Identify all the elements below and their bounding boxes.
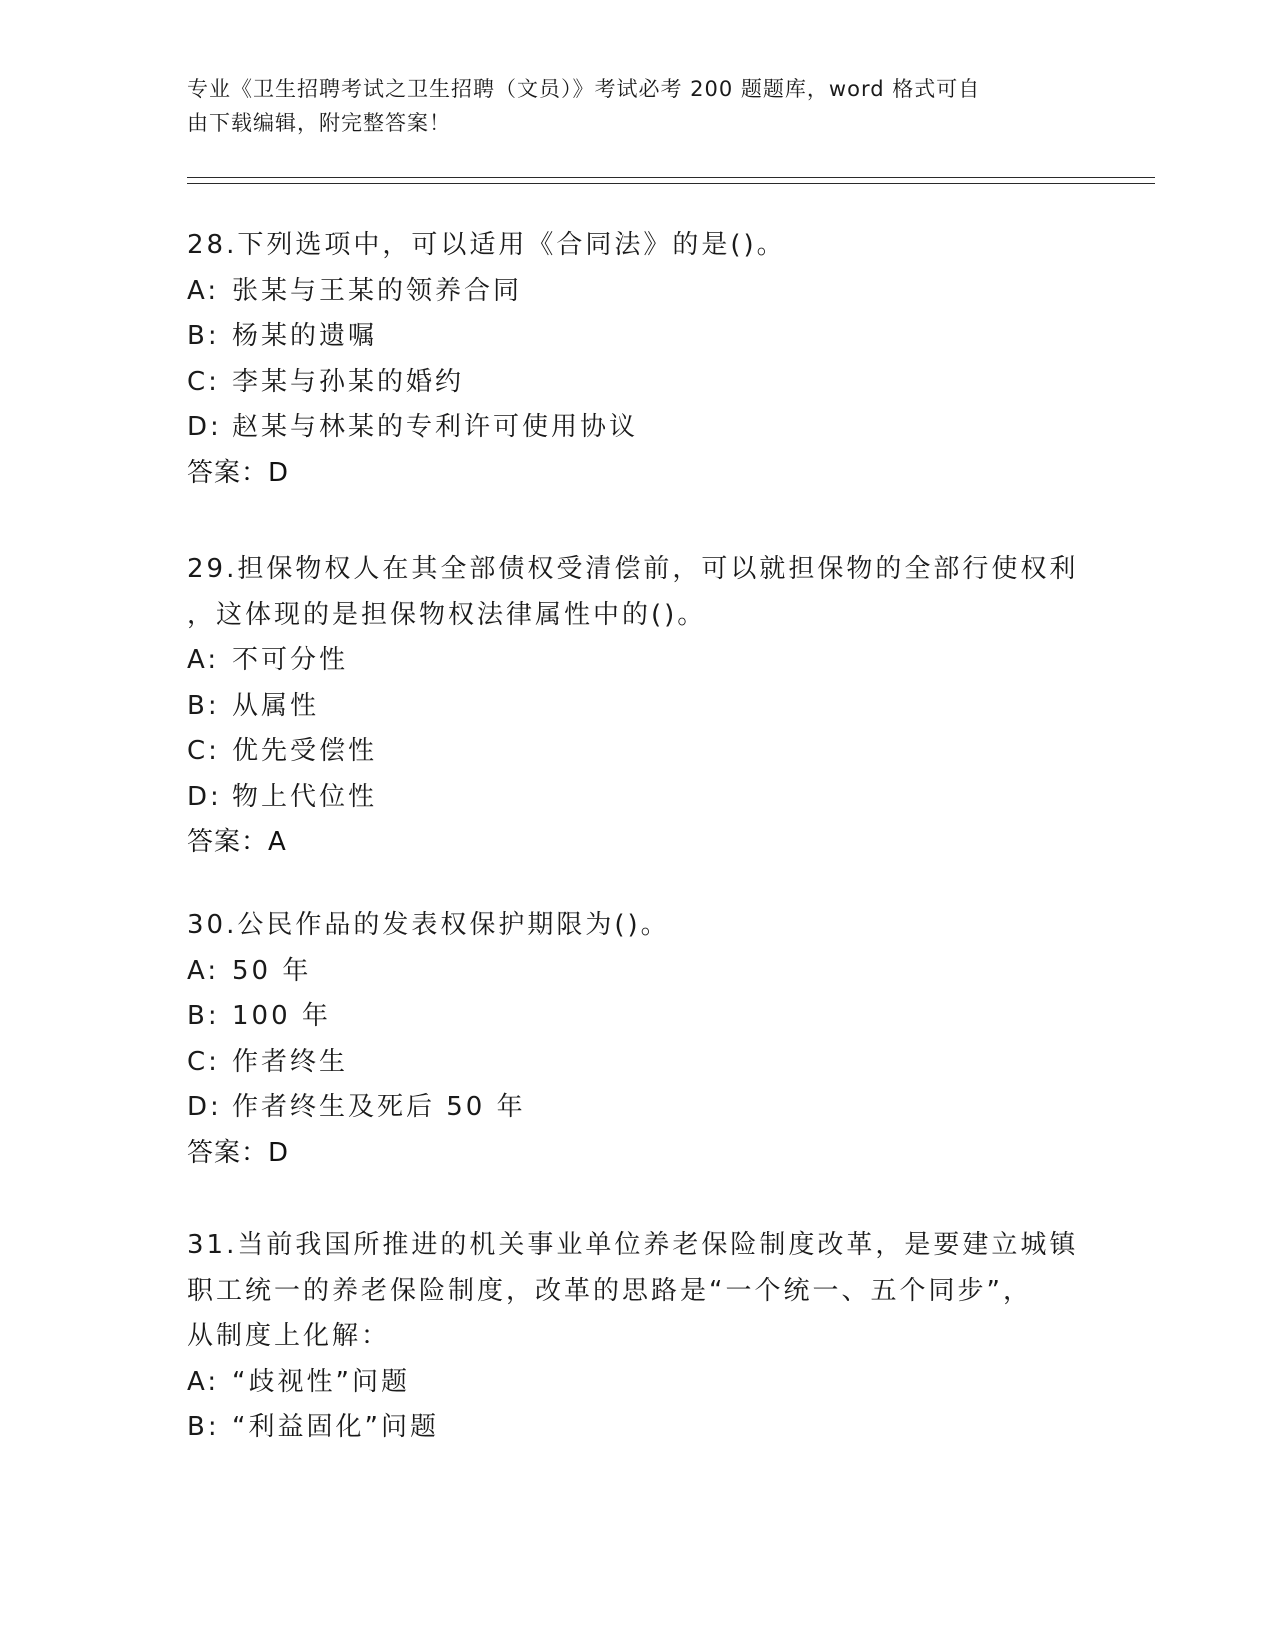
option-d xyxy=(187,405,1087,451)
option-text: 50 年 xyxy=(232,955,312,986)
question-stem-line-1: 29.担保物权人在其全部债权受清偿前，可以就担保物的全部行使权利 xyxy=(187,554,1079,584)
option-a xyxy=(187,949,1087,995)
header-note xyxy=(187,72,1067,140)
question-29 xyxy=(187,547,1087,866)
header-double-rule xyxy=(187,177,1155,184)
option-text: 作者终生及死后 50 年 xyxy=(232,1092,526,1122)
option-key: A: xyxy=(187,955,220,986)
option-text: “利益固化”问题 xyxy=(232,1412,439,1442)
option-text: 杨某的遗嘱 xyxy=(232,321,378,351)
option-key: B: xyxy=(187,1412,220,1442)
header-line-1: 专业《卫生招聘考试之卫生招聘（文员）》考试必考 200 题题库，word 格式可自 xyxy=(187,77,981,101)
option-key: D: xyxy=(187,1092,222,1122)
option-key: A: xyxy=(187,645,220,675)
option-b xyxy=(187,684,1087,730)
option-text: 赵某与林某的专利许可使用协议 xyxy=(232,412,639,442)
option-key: A: xyxy=(187,1366,220,1397)
option-text: 物上代位性 xyxy=(232,781,378,812)
question-stem-line-2: 职工统一的养老保险制度，改革的思路是“一个统一、五个同步”， xyxy=(187,1275,1032,1306)
question-31 xyxy=(187,1223,1087,1451)
option-text: 作者终生 xyxy=(232,1046,349,1077)
option-text: “歧视性”问题 xyxy=(232,1366,410,1397)
question-30 xyxy=(187,903,1087,1176)
option-c xyxy=(187,1040,1087,1086)
option-text: 优先受偿性 xyxy=(232,736,378,766)
header-line-2: 由下载编辑，附完整答案！ xyxy=(187,111,451,135)
option-key: C: xyxy=(187,366,220,397)
option-key: B: xyxy=(187,1001,220,1031)
question-stem-line-1: 31.当前我国所推进的机关事业单位养老保险制度改革，是要建立城镇 xyxy=(187,1230,1079,1260)
option-b xyxy=(187,994,1087,1040)
option-b xyxy=(187,1405,1087,1451)
option-c xyxy=(187,729,1087,775)
option-key: C: xyxy=(187,736,220,766)
option-a xyxy=(187,638,1087,684)
option-key: B: xyxy=(187,690,220,721)
question-28 xyxy=(187,223,1087,496)
option-text: 李某与孙某的婚约 xyxy=(232,366,465,397)
option-text: 100 年 xyxy=(232,1001,331,1031)
option-key: D: xyxy=(187,412,222,442)
option-b xyxy=(187,314,1087,360)
question-stem-line-2: ，这体现的是担保物权法律属性中的()。 xyxy=(187,599,707,630)
option-c xyxy=(187,360,1087,406)
question-stem: 30.公民作品的发表权保护期限为()。 xyxy=(187,910,670,940)
option-text: 从属性 xyxy=(232,690,320,721)
option-d xyxy=(187,1085,1087,1131)
answer-line: 答案：D xyxy=(187,1137,290,1168)
option-key: D: xyxy=(187,781,222,812)
option-a xyxy=(187,269,1087,315)
answer-line: 答案：D xyxy=(187,457,290,488)
option-text: 不可分性 xyxy=(232,645,349,675)
answer-line: 答案：A xyxy=(187,827,287,857)
option-key: B: xyxy=(187,321,220,351)
question-stem: 28.下列选项中，可以适用《合同法》的是()。 xyxy=(187,230,786,260)
question-stem-line-3: 从制度上化解： xyxy=(187,1321,391,1351)
option-text: 张某与王某的领养合同 xyxy=(232,275,523,306)
option-d xyxy=(187,775,1087,821)
option-key: A: xyxy=(187,275,220,306)
option-a xyxy=(187,1360,1087,1406)
option-key: C: xyxy=(187,1046,220,1077)
